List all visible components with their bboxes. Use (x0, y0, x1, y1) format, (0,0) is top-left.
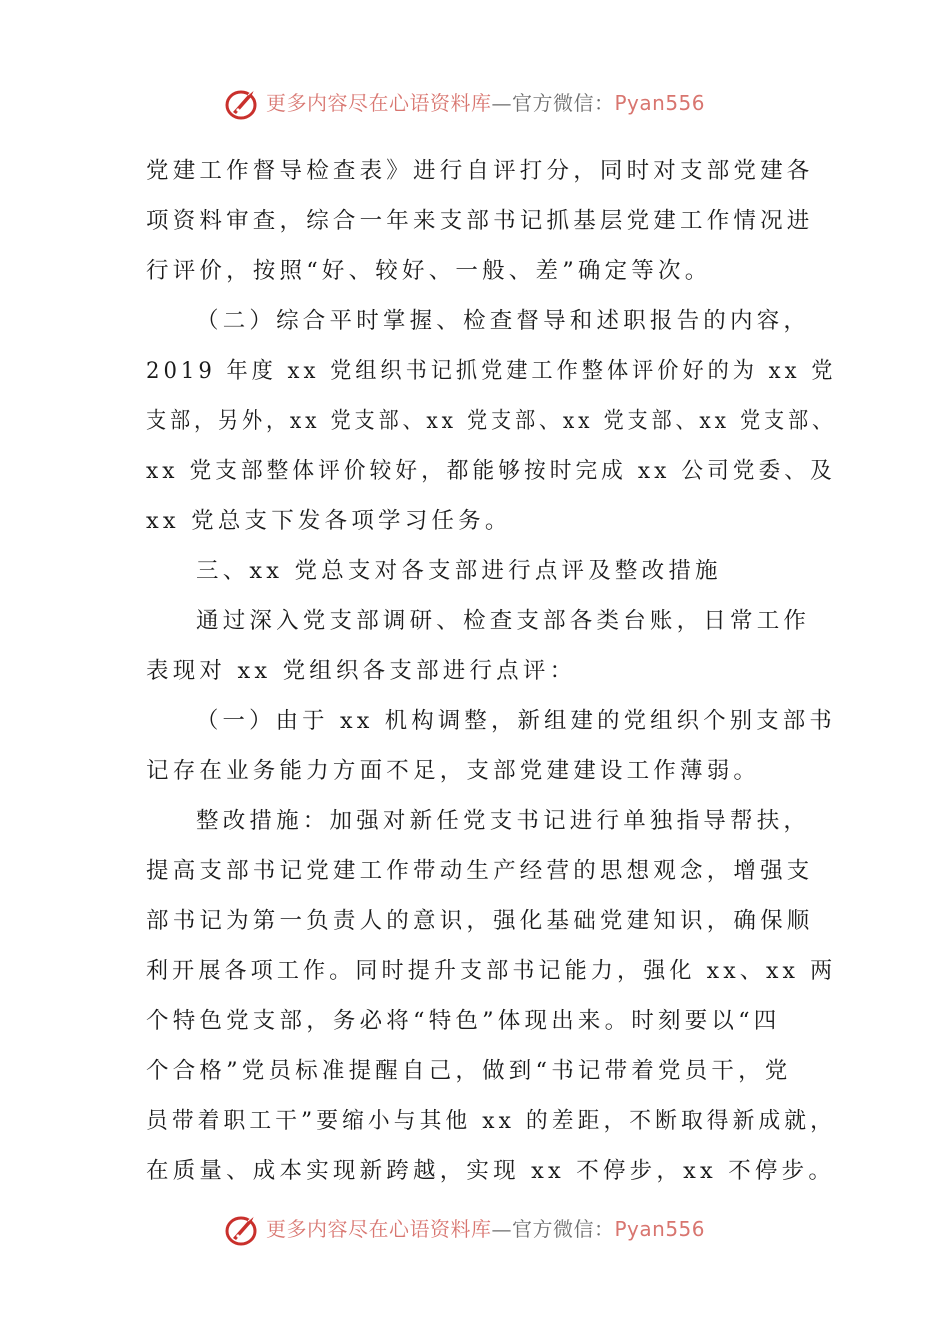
text-line: 表现对 xx 党组织各支部进行点评： (146, 658, 577, 684)
text-line: 在质量、成本实现新跨越，实现 xx 不停步，xx 不停步。 (146, 1158, 836, 1184)
header-watermark (0, 84, 950, 124)
text-line: 个合格”党员标准提醒自己，做到“书记带着党员干，党 (146, 1058, 792, 1084)
text-line: 个特色党支部，务必将“特色”体现出来。时刻要以“四 (146, 1008, 781, 1034)
pen-nib-logo-icon (224, 1212, 262, 1248)
text-line: 党建工作督导检查表》进行自评打分，同时对支部党建各 (146, 158, 814, 184)
watermark-id: Pyan556 (614, 1217, 706, 1241)
text-line: 记存在业务能力方面不足，支部党建建设工作薄弱。 (146, 758, 761, 784)
footer-watermark (0, 1210, 950, 1250)
text-line: xx 党总支下发各项学习任务。 (146, 508, 512, 534)
text-line: 提高支部书记党建工作带动生产经营的思想观念，增强支 (146, 858, 814, 884)
text-line: 部书记为第一负责人的意识，强化基础党建知识，确保顺 (146, 908, 814, 934)
watermark-dash: — (491, 91, 512, 115)
text-line: 员带着职工干”要缩小与其他 xx 的差距，不断取得新成就， (146, 1108, 836, 1134)
section-heading: 三、xx 党总支对各支部进行点评及整改措施 (196, 558, 722, 584)
text-line: 项资料审查，综合一年来支部书记抓基层党建工作情况进 (146, 208, 814, 234)
text-line: xx 党支部整体评价较好，都能够按时完成 xx 公司党委、及 (146, 458, 836, 484)
text-line: 利开展各项工作。同时提升支部书记能力，强化 xx、xx 两 (146, 958, 837, 984)
text-line: 通过深入党支部调研、检查支部各类台账，日常工作 (196, 608, 811, 634)
text-line: 行评价，按照“好、较好、一般、差”确定等次。 (146, 258, 712, 284)
watermark-text (266, 1216, 705, 1242)
watermark-id: Pyan556 (614, 91, 706, 115)
text-line: （一）由于 xx 机构调整，新组建的党组织个别支部书 (196, 708, 836, 734)
text-line: 整改措施：加强对新任党支书记进行单独指导帮扶， (196, 808, 811, 834)
watermark-dash: — (491, 1217, 512, 1241)
text-line: 2019 年度 xx 党组织书记抓党建工作整体评价好的为 xx 党 (146, 358, 837, 384)
text-line: （二）综合平时掌握、检查督导和述职报告的内容， (196, 308, 811, 334)
pen-nib-logo-icon (224, 86, 262, 122)
text-line: 支部，另外，xx 党支部、xx 党支部、xx 党支部、xx 党支部、 (146, 408, 836, 434)
watermark-label: 官方微信： (512, 91, 615, 115)
watermark-text (266, 90, 705, 116)
watermark-label: 官方微信： (512, 1217, 615, 1241)
watermark-brand: 更多内容尽在心语资料库 (266, 1217, 492, 1241)
watermark-brand: 更多内容尽在心语资料库 (266, 91, 492, 115)
